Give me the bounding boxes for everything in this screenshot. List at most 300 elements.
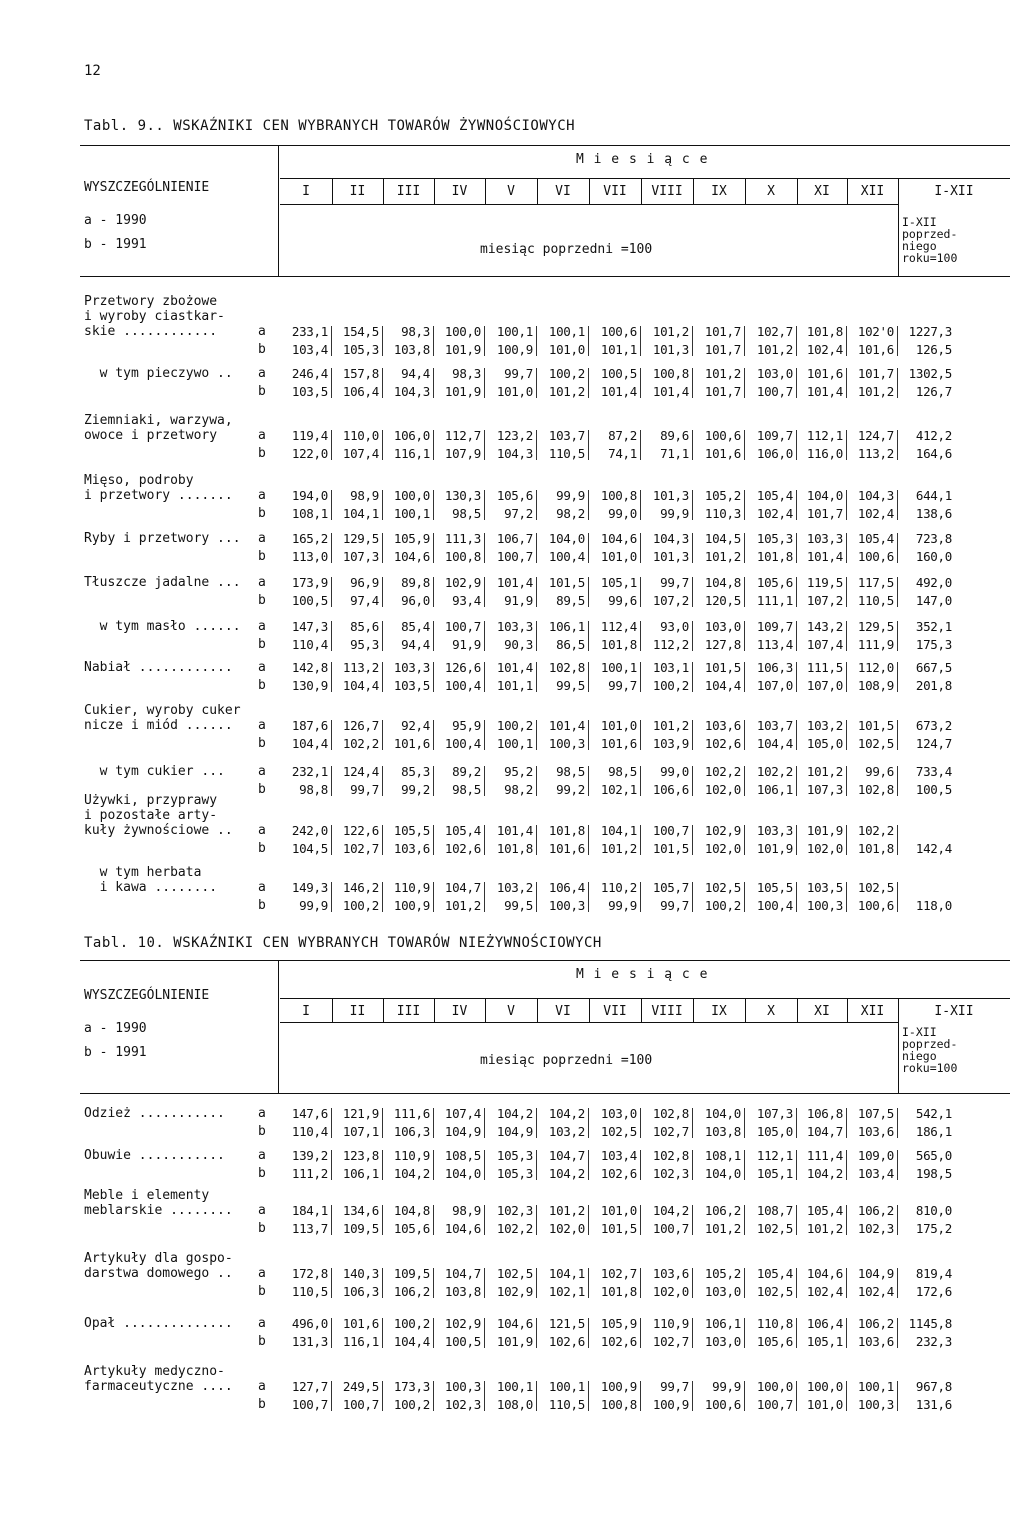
value-cell-b: 99,2 [401,782,430,797]
month-header-III: III [396,1004,421,1019]
data-col-divider [382,533,383,563]
row-marker-b: b [258,1397,266,1412]
value-cell-a: 103,4 [600,1148,637,1163]
value-cell-a: 100,0 [393,488,430,503]
data-col-divider [692,882,693,912]
value-cell-a: 98,3 [452,366,481,381]
value-cell-b: 96,0 [401,593,430,608]
value-cell-a: 103,6 [652,1266,689,1281]
value-cell-a: 106,7 [496,531,533,546]
value-cell-a: 122,6 [342,823,379,838]
value-cell-b: 100,2 [704,898,741,913]
value-cell-a: 106,1 [548,619,585,634]
value-cell-a: 105,5 [756,880,793,895]
value-cell-a: 104,2 [652,1203,689,1218]
data-col-divider [484,720,485,750]
value-cell-a: 100,2 [548,366,585,381]
value-cell-b: 100,1 [393,506,430,521]
value-cell-b: 130,9 [291,678,328,693]
value-cell-b: 101,0 [496,384,533,399]
value-cell-a: 108,7 [756,1203,793,1218]
value-cell-a: 101,8 [548,823,585,838]
value-cell-b: 102,6 [600,1334,637,1349]
value-cell-a: 102,5 [857,880,894,895]
value-cell-a: 126,6 [444,660,481,675]
value-cell-a: 87,2 [608,428,637,443]
value-cell-b: 99,7 [350,782,379,797]
value-cell-b: 101,8 [600,1284,637,1299]
value-cell-b: 101,8 [600,637,637,652]
value-cell-b: 100,6 [857,549,894,564]
value-cell-a: 1145,8 [908,1316,952,1331]
value-cell-b: 98,5 [452,782,481,797]
value-cell-a: 103,2 [806,718,843,733]
header-top-rule [80,145,1010,146]
data-col-divider [897,621,898,651]
data-col-divider [382,882,383,912]
data-col-divider [640,1108,641,1138]
month-header-VI: VI [555,184,571,199]
data-col-divider [692,1108,693,1138]
value-cell-a: 103,7 [548,428,585,443]
header-top-rule [80,960,1010,961]
value-cell-a: 99,9 [712,1379,741,1394]
value-cell-b: 110,5 [548,446,585,461]
value-cell-a: 102,2 [857,823,894,838]
data-col-divider [484,577,485,607]
value-cell-a: 98,3 [401,324,430,339]
data-col-divider [692,1205,693,1235]
data-col-divider [846,1150,847,1180]
data-col-divider [796,1108,797,1138]
row-marker-b: b [258,678,266,693]
data-col-divider [897,1205,898,1235]
data-col-divider [536,621,537,651]
data-col-divider [484,766,485,796]
value-cell-b: 89,5 [556,593,585,608]
data-col-divider [692,577,693,607]
data-col-divider [796,1150,797,1180]
data-col-divider [484,621,485,651]
month-header-XI: XI [814,184,830,199]
value-cell-b: 100,4 [444,678,481,693]
value-cell-a: 565,0 [915,1148,952,1163]
data-col-divider [692,662,693,692]
value-cell-b: 110,5 [548,1397,585,1412]
data-col-divider [796,766,797,796]
value-cell-a: 99,7 [504,366,533,381]
value-cell-a: 110,0 [342,428,379,443]
value-cell-a: 967,8 [915,1379,952,1394]
value-cell-b: 113,2 [857,446,894,461]
value-cell-a: 104,9 [857,1266,894,1281]
legend-a: a - 1990 [84,213,147,228]
month-header-IX: IX [711,1004,727,1019]
value-cell-a: 100,1 [496,324,533,339]
value-cell-b: 112,2 [652,637,689,652]
data-col-divider [433,621,434,651]
value-cell-b: 103,6 [857,1334,894,1349]
value-cell-b: 100,7 [342,1397,379,1412]
value-cell-a: 124,7 [857,428,894,443]
value-cell-a: 100,6 [600,324,637,339]
data-col-divider [433,1381,434,1411]
data-col-divider [640,720,641,750]
value-cell-a: 98,5 [608,764,637,779]
data-col-divider [796,1381,797,1411]
value-cell-a: 492,0 [915,575,952,590]
value-cell-b: 103,0 [704,1334,741,1349]
value-cell-a: 103,0 [704,619,741,634]
data-col-divider [588,368,589,398]
total-note-line: poprzed- [902,1037,958,1051]
value-cell-b: 100,3 [857,1397,894,1412]
value-cell-b: 101,6 [548,841,585,856]
data-col-divider [331,1381,332,1411]
data-col-divider [692,720,693,750]
value-cell-a: 173,9 [291,575,328,590]
value-cell-a: 100,1 [857,1379,894,1394]
value-cell-a: 106,4 [548,880,585,895]
data-col-divider [536,766,537,796]
data-col-divider [846,621,847,651]
value-cell-a: 111,4 [806,1148,843,1163]
total-note-line: niego [902,239,937,253]
data-col-divider [382,662,383,692]
month-header-XII: XII [860,1004,885,1019]
value-cell-a: 146,2 [342,880,379,895]
value-cell-a: 187,6 [291,718,328,733]
row-label: Cukier, wyroby cuker nicze i miód ...... [84,703,241,733]
value-cell-b: 103,4 [857,1166,894,1181]
value-cell-b: 102,8 [857,782,894,797]
data-col-divider [897,882,898,912]
data-col-divider [640,368,641,398]
row-marker-a: a [258,764,266,779]
value-cell-b: 104,2 [548,1166,585,1181]
value-cell-b: 102,9 [496,1284,533,1299]
data-col-divider [796,430,797,460]
value-cell-a: 102,8 [652,1106,689,1121]
row-marker-a: a [258,324,266,339]
row-label: Przetwory zbożowe i wyroby ciastkar- skie ............ [84,294,225,339]
month-header-V: V [507,1004,515,1019]
value-cell-b: 122,0 [291,446,328,461]
value-cell-a: 100,1 [496,1379,533,1394]
value-cell-b: 100,7 [756,384,793,399]
row-marker-b: b [258,841,266,856]
data-col-divider [692,621,693,651]
data-col-divider [640,1205,641,1235]
data-col-divider [331,621,332,651]
value-cell-b: 100,2 [652,678,689,693]
data-col-divider [744,1268,745,1298]
value-cell-a: 102,9 [444,1316,481,1331]
data-col-divider [744,430,745,460]
total-note-line: poprzed- [902,227,958,241]
value-cell-b: 100,1 [496,736,533,751]
value-cell-a: 100,8 [600,488,637,503]
value-cell-b: 110,4 [291,1124,328,1139]
data-col-divider [536,1318,537,1348]
value-cell-b: 99,7 [608,678,637,693]
value-cell-a: 644,1 [915,488,952,503]
row-label: Meble i elementy meblarskie ........ [84,1188,233,1218]
value-cell-b: 100,7 [291,1397,328,1412]
row-label: Artykuły dla gospo- darstwa domowego .. [84,1251,233,1281]
value-cell-b: 102,0 [548,1221,585,1236]
value-cell-b: 101,9 [756,841,793,856]
value-cell-b: 110,5 [291,1284,328,1299]
data-col-divider [692,490,693,520]
stub-header: WYSZCZEGÓLNIENIE [84,180,210,195]
value-cell-a: 109,7 [756,619,793,634]
value-cell-b: 101,4 [806,549,843,564]
value-cell-b: 104,2 [393,1166,430,1181]
value-cell-b: 110,3 [704,506,741,521]
value-cell-a: 104,3 [652,531,689,546]
data-col-divider [588,430,589,460]
data-col-divider [536,368,537,398]
value-cell-b: 93,4 [452,593,481,608]
data-col-divider [382,720,383,750]
month-header-I-XII: I-XII [934,1004,974,1019]
data-col-divider [588,326,589,356]
value-cell-b: 100,9 [393,898,430,913]
data-col-divider [846,533,847,563]
data-col-divider [692,326,693,356]
value-cell-a: 100,1 [548,324,585,339]
data-col-divider [331,577,332,607]
value-cell-b: 111,2 [291,1166,328,1181]
data-col-divider [331,533,332,563]
data-col-divider [744,1108,745,1138]
data-col-divider [536,825,537,855]
row-marker-b: b [258,898,266,913]
value-cell-b: 101,6 [704,446,741,461]
value-cell-a: 102,9 [444,575,481,590]
value-cell-b: 101,4 [600,384,637,399]
data-col-divider [382,766,383,796]
value-cell-a: 105,9 [393,531,430,546]
value-cell-a: 98,9 [452,1203,481,1218]
data-col-divider [536,1150,537,1180]
data-col-divider [796,1205,797,1235]
value-cell-b: 97,4 [350,593,379,608]
value-cell-a: 100,2 [496,718,533,733]
value-cell-a: 105,5 [393,823,430,838]
data-col-divider [897,1318,898,1348]
value-cell-b: 100,6 [704,1397,741,1412]
data-col-divider [640,766,641,796]
value-cell-b: 100,7 [652,1221,689,1236]
data-col-divider [433,1318,434,1348]
value-cell-a: 121,5 [548,1316,585,1331]
row-marker-a: a [258,880,266,895]
value-cell-b: 74,1 [608,446,637,461]
value-cell-b: 100,6 [857,898,894,913]
data-col-divider [744,1381,745,1411]
value-cell-a: 101,4 [496,660,533,675]
data-col-divider [433,1108,434,1138]
data-col-divider [846,490,847,520]
value-cell-a: 110,9 [393,1148,430,1163]
data-col-divider [484,490,485,520]
value-cell-a: 101,0 [600,1203,637,1218]
month-header-IV: IV [451,184,468,199]
data-col-divider [484,1268,485,1298]
row-label: w tym herbata i kawa ........ [99,865,218,895]
value-cell-b: 101,9 [444,384,481,399]
value-cell-b: 102,0 [704,841,741,856]
month-header-XII: XII [860,184,885,199]
data-col-divider [692,430,693,460]
value-cell-a: 102,5 [704,880,741,895]
value-cell-a: 99,9 [556,488,585,503]
data-col-divider [588,490,589,520]
value-cell-b: 98,8 [299,782,328,797]
data-col-divider [382,490,383,520]
month-header-I-XII: I-XII [934,184,974,199]
value-cell-b: 100,5 [444,1334,481,1349]
data-col-divider [484,1150,485,1180]
value-cell-b: 102,2 [342,736,379,751]
value-cell-b: 106,6 [652,782,689,797]
value-cell-b: 107,2 [652,593,689,608]
data-col-divider [331,1150,332,1180]
value-cell-b: 100,4 [444,736,481,751]
data-col-divider [846,326,847,356]
month-header-X: X [767,184,775,199]
value-cell-b: 99,0 [608,506,637,521]
data-col-divider [433,766,434,796]
value-cell-a: 103,6 [704,718,741,733]
row-label: Artykuły medyczno- farmaceutyczne .... [84,1364,233,1394]
value-cell-b: 201,8 [915,678,952,693]
value-cell-b: 126,7 [915,384,952,399]
value-cell-a: 101,2 [704,366,741,381]
data-col-divider [897,577,898,607]
value-cell-a: 102,2 [704,764,741,779]
table10-title: Tabl. 10. WSKAŹNIKI CEN WYBRANYCH TOWARÓW NIEŻYWNOŚCIOWYCH [84,935,602,951]
data-col-divider [484,1318,485,1348]
data-col-divider [536,533,537,563]
value-cell-b: 104,1 [342,506,379,521]
value-cell-b: 103,2 [548,1124,585,1139]
value-cell-a: 101,8 [806,324,843,339]
data-col-divider [744,662,745,692]
data-col-divider [640,1150,641,1180]
value-cell-b: 147,0 [915,593,952,608]
data-col-divider [433,533,434,563]
value-cell-b: 105,0 [806,736,843,751]
value-cell-a: 1227,3 [908,324,952,339]
value-cell-b: 101,2 [444,898,481,913]
data-col-divider [846,662,847,692]
value-cell-a: 102,2 [756,764,793,779]
data-col-divider [331,1205,332,1235]
value-cell-a: 107,4 [444,1106,481,1121]
value-cell-a: 101,5 [704,660,741,675]
value-cell-a: 109,0 [857,1148,894,1163]
value-cell-a: 112,1 [756,1148,793,1163]
value-cell-a: 100,7 [444,619,481,634]
total-note-line: I-XII [902,1025,937,1039]
month-header-VIII: VIII [651,1004,683,1019]
data-col-divider [484,662,485,692]
value-cell-b: 102,7 [652,1334,689,1349]
value-cell-a: 100,0 [806,1379,843,1394]
value-cell-b: 103,6 [393,841,430,856]
data-col-divider [536,720,537,750]
row-marker-b: b [258,384,266,399]
data-col-divider [484,882,485,912]
value-cell-b: 110,4 [291,637,328,652]
value-cell-b: 101,9 [496,1334,533,1349]
value-cell-a: 100,5 [600,366,637,381]
base-note: miesiąc poprzedni =100 [480,242,653,257]
data-col-divider [588,577,589,607]
stub-header: WYSZCZEGÓLNIENIE [84,988,210,1003]
value-cell-a: 99,7 [660,575,689,590]
data-col-divider [433,490,434,520]
value-cell-b: 95,3 [350,637,379,652]
value-cell-a: 111,3 [444,531,481,546]
value-cell-a: 105,2 [704,488,741,503]
data-col-divider [640,1381,641,1411]
value-cell-a: 102,7 [600,1266,637,1281]
value-cell-a: 106,2 [857,1203,894,1218]
value-cell-a: 140,3 [342,1266,379,1281]
data-col-divider [588,1381,589,1411]
value-cell-a: 106,2 [857,1316,894,1331]
value-cell-a: 92,4 [401,718,430,733]
value-cell-a: 104,8 [393,1203,430,1218]
data-col-divider [640,490,641,520]
value-cell-b: 104,3 [496,446,533,461]
value-cell-a: 102,7 [756,324,793,339]
value-cell-b: 101,5 [600,1221,637,1236]
month-header-VII: VII [603,1004,627,1019]
value-cell-b: 102,3 [652,1166,689,1181]
legend-b: b - 1991 [84,1045,147,1060]
value-cell-a: 105,4 [444,823,481,838]
value-cell-b: 102,4 [806,342,843,357]
value-cell-a: 134,6 [342,1203,379,1218]
value-cell-a: 412,2 [915,428,952,443]
data-col-divider [897,1108,898,1138]
data-col-divider [640,662,641,692]
value-cell-a: 352,1 [915,619,952,634]
value-cell-a: 104,6 [806,1266,843,1281]
value-cell-a: 149,3 [291,880,328,895]
value-cell-b: 102,4 [857,506,894,521]
data-col-divider [796,368,797,398]
value-cell-a: 100,0 [444,324,481,339]
value-cell-b: 102,5 [600,1124,637,1139]
value-cell-a: 103,2 [496,880,533,895]
value-cell-a: 810,0 [915,1203,952,1218]
value-cell-a: 184,1 [291,1203,328,1218]
data-col-divider [331,825,332,855]
data-col-divider [692,1268,693,1298]
data-col-divider [846,825,847,855]
value-cell-a: 104,7 [444,880,481,895]
value-cell-b: 164,6 [915,446,952,461]
row-marker-a: a [258,1148,266,1163]
row-marker-a: a [258,575,266,590]
value-cell-a: 89,6 [660,428,689,443]
